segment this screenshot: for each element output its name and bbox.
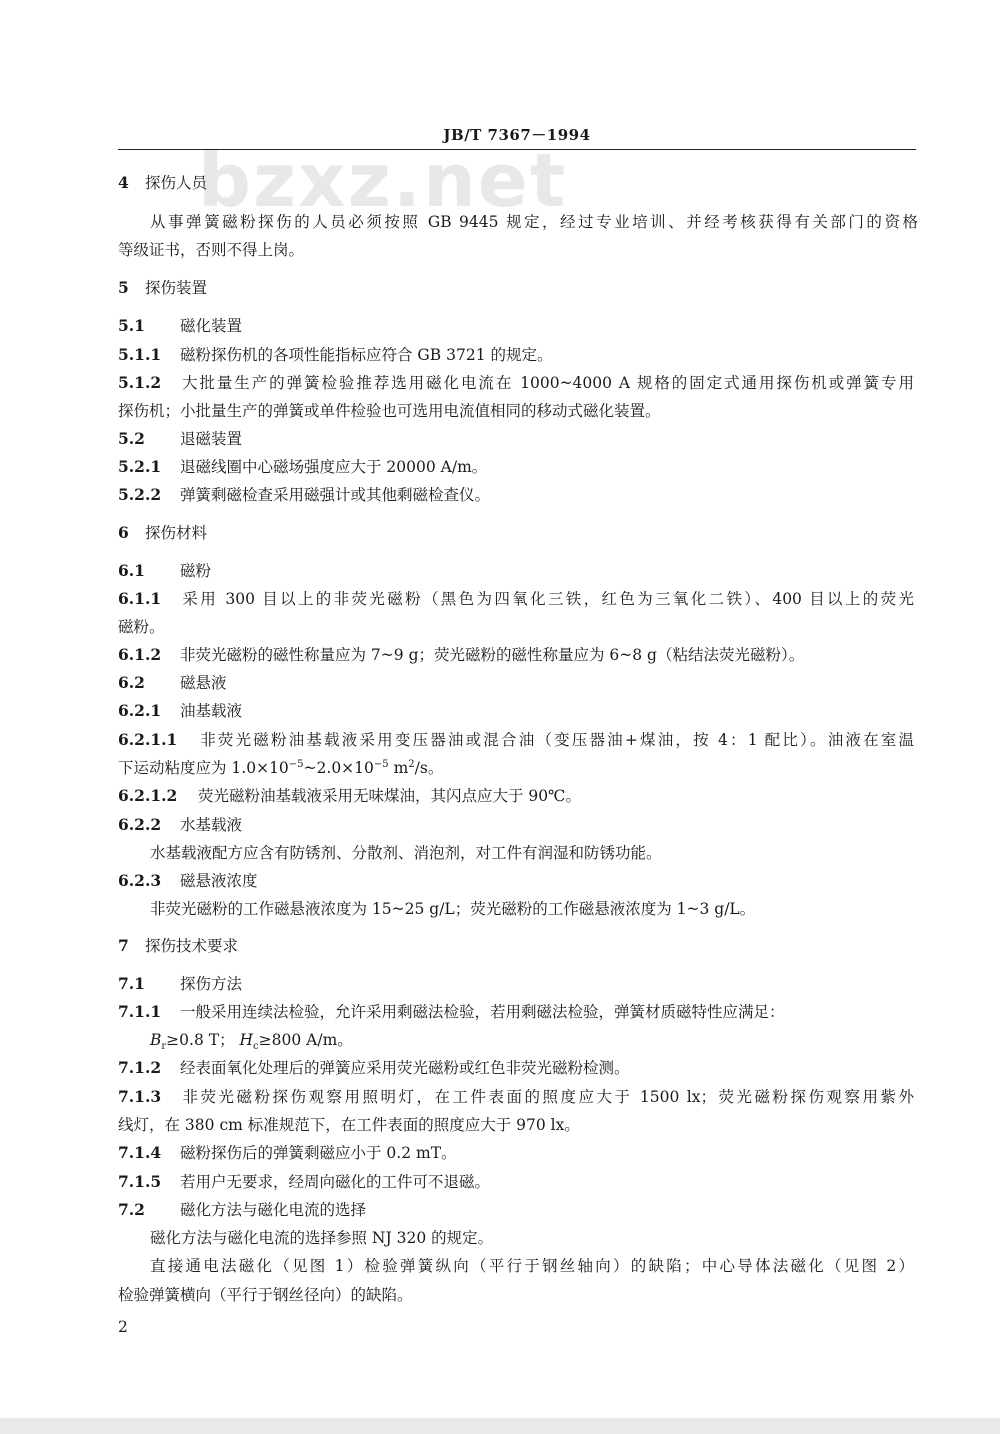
section-heading: 5 探伤装置 bbox=[118, 278, 208, 297]
page-number: 2 bbox=[118, 1318, 128, 1336]
clause-continued: 下运动粘度应为 $1.0\times 10^{-5}\sim 2.0\times 10^{-5}$ $m^2/s$。 bbox=[118, 758, 444, 777]
bottom-strip bbox=[0, 1418, 1000, 1434]
paragraph: 非荧光磁粉的工作磁悬液浓度为 15~25 g/L；荧光磁粉的工作磁悬液浓度为 1~3 g/L。 bbox=[150, 900, 756, 918]
paragraph: 等级证书，否则不得上岗。 bbox=[118, 241, 305, 259]
clause-continued: 探伤机；小批量生产的弹簧或单件检验也可选用电流值相同的移动式磁化装置。 bbox=[118, 402, 661, 420]
clause: 6.1.2 非荧光磁粉的磁性称量应为 7~9 g；荧光磁粉的磁性称量应为 6~8 g（粘结法荧光磁粉）。 bbox=[118, 645, 805, 664]
clause: 5.2.2 弹簧剩磁检查采用磁强计或其他剩磁检查仪。 bbox=[118, 485, 491, 504]
clause: 7.1.5 若用户无要求，经周向磁化的工件可不退磁。 bbox=[118, 1172, 491, 1191]
paragraph: 水基载液配方应含有防锈剂、分散剂、消泡剂，对工件有润湿和防锈功能。 bbox=[150, 844, 662, 862]
subsection-heading: 5.2 退磁装置 bbox=[118, 429, 243, 448]
paragraph: 磁化方法与磁化电流的选择参照 NJ 320 的规定。 bbox=[150, 1229, 494, 1247]
clause: 6.2.1.1 非荧光磁粉油基载液采用变压器油或混合油（变压器油+煤油，按 4：1 配比）。油液在室温 bbox=[118, 730, 914, 749]
formula: $B_r\ge 0.8$ T； $H_c\ge 800$ A/m。 bbox=[150, 1031, 353, 1053]
clause: 7.1.2 经表面氧化处理后的弹簧应采用荧光磁粉或红色非荧光磁粉检测。 bbox=[118, 1058, 630, 1077]
section-heading: 6 探伤材料 bbox=[118, 523, 208, 542]
paragraph: 检验弹簧横向（平行于钢丝径向）的缺陷。 bbox=[118, 1286, 413, 1304]
clause: 5.1.2 大批量生产的弹簧检验推荐选用磁化电流在 1000~4000 A 规格的固定式通用探伤机或弹簧专用 bbox=[118, 373, 914, 392]
section-heading: 7 探伤技术要求 bbox=[118, 936, 239, 955]
section-heading: 4 探伤人员 bbox=[118, 173, 208, 192]
clause: 5.2.1 退磁线圈中心磁场强度应大于 20000 A/m。 bbox=[118, 457, 488, 476]
clause: 7.1.1 一般采用连续法检验，允许采用剩磁法检验，若用剩磁法检验，弹簧材质磁特性应满足： bbox=[118, 1002, 785, 1021]
paragraph: 直接通电法磁化（见图 1）检验弹簧纵向（平行于钢丝轴向）的缺陷；中心导体法磁化（见图 2） bbox=[150, 1257, 914, 1275]
paragraph: 从事弹簧磁粉探伤的人员必须按照 GB 9445 规定，经过专业培训、并经考核获得有关部门的资格 bbox=[150, 213, 918, 231]
watermark: bzxz.net bbox=[198, 138, 568, 224]
subsection-heading: 5.1 磁化装置 bbox=[118, 316, 243, 335]
clause-continued: 磁粉。 bbox=[118, 618, 165, 636]
subsection-heading: 7.1 探伤方法 bbox=[118, 974, 243, 993]
page-header: JB/T 7367－1994 bbox=[443, 126, 591, 144]
subsection-heading: 6.2.2 水基载液 bbox=[118, 815, 243, 834]
subsection-heading: 6.2.1 油基载液 bbox=[118, 701, 243, 720]
clause-continued: 线灯，在 380 cm 标准规范下，在工件表面的照度应大于 970 lx。 bbox=[118, 1116, 580, 1134]
header-rule bbox=[118, 149, 916, 150]
clause: 5.1.1 磁粉探伤机的各项性能指标应符合 GB 3721 的规定。 bbox=[118, 345, 553, 364]
clause: 6.2.1.2 荧光磁粉油基载液采用无味煤油，其闪点应大于 90℃。 bbox=[118, 786, 581, 805]
clause: 7.1.3 非荧光磁粉探伤观察用照明灯，在工件表面的照度应大于 1500 lx；荧光磁粉探伤观察用紫外 bbox=[118, 1087, 914, 1106]
subsection-heading: 6.1 磁粉 bbox=[118, 561, 212, 580]
clause: 7.1.4 磁粉探伤后的弹簧剩磁应小于 0.2 mT。 bbox=[118, 1143, 457, 1162]
subsection-heading: 6.2 磁悬液 bbox=[118, 673, 227, 692]
subsection-heading: 7.2 磁化方法与磁化电流的选择 bbox=[118, 1200, 367, 1219]
subsection-heading: 6.2.3 磁悬液浓度 bbox=[118, 871, 258, 890]
clause: 6.1.1 采用 300 目以上的非荧光磁粉（黑色为四氧化三铁，红色为三氧化二铁）、400 目以上的荧光 bbox=[118, 589, 914, 608]
